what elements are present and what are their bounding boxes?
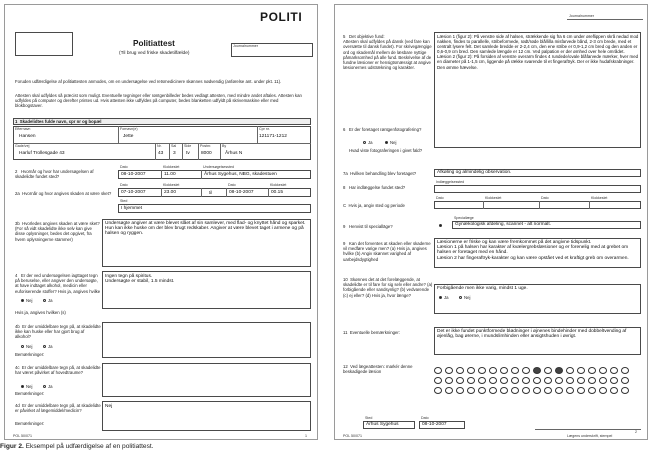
q2a-to-label: til <box>209 190 213 195</box>
injury-marking-cell[interactable] <box>555 387 563 394</box>
place-label: Sted <box>365 416 373 420</box>
q4c-ja-label: Ja <box>48 384 53 389</box>
injury-marking-cell[interactable] <box>566 377 574 384</box>
injury-marking-cell[interactable] <box>621 377 629 384</box>
grid-col-divider <box>182 143 183 160</box>
q3b-text: 3b Hvorledes angives skaden at være sket? (For så vidt skadelidte ikke selv kan give disse oplysninger, bedes det opgivet, fra hvem oplysningerne stammer) <box>15 221 101 242</box>
injury-marking-cell[interactable] <box>500 367 508 374</box>
grid-col-divider <box>226 188 227 197</box>
q6-ja-radio[interactable] <box>363 141 366 144</box>
q4-if-yes-label: Hvis ja, angives hvilken (s) <box>15 310 66 315</box>
q4d-answer: Nej <box>105 404 113 409</box>
q8-time2-label: Klokkeslet <box>591 196 608 200</box>
q4-nej-radio[interactable] <box>21 299 24 302</box>
injury-marking-cell[interactable] <box>467 377 475 384</box>
injury-marking-cell[interactable] <box>489 387 497 394</box>
page-number: 1 <box>305 434 307 438</box>
q10-answer: Forbigående men ikke varig, mindst 1 uge. <box>437 286 528 291</box>
postcode-value[interactable]: 8000 <box>201 151 212 156</box>
q6-nej-label: Nej <box>390 140 397 145</box>
q10-ja-label: Ja <box>444 295 449 300</box>
injury-marking-cell[interactable] <box>577 377 585 384</box>
q11-answer: Det er ikke fundet punktformede blødninger i øjnenes bindehinder med dobbeltvending af øjenlåg, bag ørerne, i mundslimhinden eller ansigtshuden i øvrigt. <box>437 329 628 340</box>
injury-marking-cell[interactable] <box>456 387 464 394</box>
q8-place-box[interactable] <box>434 185 641 193</box>
q6-nej-radio[interactable] <box>385 141 388 144</box>
q6-text: 6 Er der foretaget røntgenfotografering? <box>343 127 422 132</box>
grid-col-divider <box>589 201 590 209</box>
journal-number-label: Journalnummer <box>569 14 594 18</box>
injury-marking-cell[interactable] <box>522 377 530 384</box>
q8-period-box[interactable] <box>434 201 641 209</box>
injury-marking-cell[interactable] <box>434 377 442 384</box>
injury-marking-cell[interactable] <box>511 387 519 394</box>
grid-col-divider <box>118 126 119 143</box>
q4b-nej-radio[interactable] <box>21 345 24 348</box>
firstname-label: Fornavn(e) <box>120 127 138 131</box>
injury-marking-cell[interactable] <box>478 367 486 374</box>
injury-marking-cell[interactable] <box>445 367 453 374</box>
injury-marking-cell[interactable] <box>467 387 475 394</box>
injury-marking-cell[interactable] <box>544 387 552 394</box>
injury-marking-cell[interactable] <box>434 367 442 374</box>
postcode-label: Postnr. <box>200 144 212 148</box>
injury-marking-cell[interactable] <box>610 377 618 384</box>
injury-marking-cell[interactable] <box>588 367 596 374</box>
injury-marking-cell[interactable] <box>621 367 629 374</box>
injury-marking-cell[interactable] <box>456 367 464 374</box>
q6-ja-label: Ja <box>368 140 373 145</box>
grid-col-divider <box>198 143 199 160</box>
house-number-label: Nr. <box>157 144 162 148</box>
grid-col-divider <box>257 126 258 143</box>
q4b-ja-label: Ja <box>48 344 53 349</box>
q3b-answer: Undersøgte angiver at være blevet slået af sin samlever, med flad- og knyttet hånd og sparket. Hun kan ikke huske om der blev brugt redskaber. Angiver at være blevet taget i armene og på halsen og ryggen. <box>105 221 307 237</box>
city-value[interactable]: Århus N <box>225 151 243 156</box>
surname-value[interactable]: Hansen <box>19 134 36 139</box>
q4b-ja-radio[interactable] <box>43 345 46 348</box>
injury-marking-cell[interactable] <box>511 367 519 374</box>
cpr-label: Cpr nr. <box>259 127 270 131</box>
q2-text: 2 Hvornår og hvor har undersøgelsen af skadelidte fundet sted? <box>15 169 95 180</box>
injury-marking-cell[interactable] <box>555 377 563 384</box>
q2a-place-row <box>118 204 311 213</box>
injury-marking-cell[interactable] <box>522 387 530 394</box>
q2-time-label: Klokkeslet <box>163 165 180 169</box>
q9-answer: Gynækologisk afdeling, scannet - alt normalt. <box>455 222 551 227</box>
q4-text: 4 Er der ved undersøgelsen iagttaget tegn på beruselse, eller angiver den undersøgte, at have indtaget alkohol, medicin eller euforiserende stoffer? Hvis ja, angives hvilke <box>15 273 101 294</box>
journal-number-label: Journalnummer <box>233 44 258 48</box>
q4c-ja-radio[interactable] <box>43 385 46 388</box>
q8-text: 8 Har indlæggelse fundet sted? <box>343 185 406 190</box>
street-value[interactable]: Harluf Trollesgade 43 <box>19 151 65 156</box>
q2a-place-label: Sted <box>120 199 128 203</box>
q4b-remarks-label: Bemærkninger: <box>15 352 45 357</box>
injury-marking-cell[interactable] <box>566 387 574 394</box>
injury-marking-cell[interactable] <box>478 377 486 384</box>
surname-label: Efternavn <box>15 127 31 131</box>
injury-marking-cell[interactable] <box>478 387 486 394</box>
grid-col-divider <box>161 188 162 197</box>
grid-col-divider <box>161 170 162 179</box>
q8-date2-label: Dato <box>541 196 549 200</box>
form-subtitle: (Til brug ved friske skadetilfælde) <box>119 51 190 56</box>
q6b-text: Hvad viste fotograferingen i givet fald? <box>349 148 423 153</box>
grid-col-divider <box>201 170 202 179</box>
q4b-answer-box[interactable] <box>102 322 311 358</box>
q5-text: 5 Det objektive fund: Attesten skal udfyldes på dansk (ved fare kan oversætte til dansk fundet). For skrivegængige ord og skademål mellem de læsbare nyttige påmarksomhed på alle fund. Beskrivelse af de fundne læsioner er hensigtsmæssigt at angive læsionernes udstrækning og karakter. <box>343 34 432 71</box>
grid-col-divider <box>539 201 540 209</box>
figure-caption <box>0 443 154 451</box>
injury-marking-cell[interactable] <box>588 387 596 394</box>
injury-marking-cell[interactable] <box>511 377 519 384</box>
q4-ja-label: Ja <box>48 298 53 303</box>
side-value[interactable]: tv <box>186 151 190 156</box>
q9b-answer: Læsionerne er friske og kan være fremkommet på det angivne tidspunkt. Læsion 1 på halsen har karakter af kvælergrebslæsioner og er forenelig med at grebet om halsen er foretaget med en hånd. Læsion 2 har fingeraftryk-karakter og kan være opstået ved et kraftigt greb om overarmen. <box>437 240 629 261</box>
q7a-text: 7a Hvilken behandling blev foretaget? <box>343 171 417 176</box>
q4-nej-label: Nej <box>26 298 33 303</box>
floor-value[interactable]: 3 <box>173 151 176 156</box>
cpr-value[interactable]: 121171-1212 <box>259 134 287 139</box>
q4c-remarks-label: Bemærkninger: <box>15 391 45 396</box>
grid-col-divider <box>201 188 202 197</box>
q4c-nej-radio[interactable] <box>21 385 24 388</box>
grid-col-divider <box>169 143 170 160</box>
injury-marking-cell[interactable] <box>566 367 574 374</box>
q12-text: 12 Ved lægeattesten: markér denne beskadigede læsion <box>343 364 414 375</box>
injury-marking-cell[interactable] <box>522 367 530 374</box>
q2a-time2-value[interactable]: 00.15 <box>271 190 284 195</box>
injury-marking-cell[interactable] <box>544 377 552 384</box>
house-number-value[interactable]: 43 <box>158 151 164 156</box>
place-value: Århus Sygehus <box>366 422 399 427</box>
figure-label: Figur 2. <box>0 443 24 450</box>
signature-label: Lægens underskrift, stempel <box>567 434 613 438</box>
floor-label: Sal <box>171 144 177 148</box>
q8-place-label: Indlæggelsessted <box>436 180 465 184</box>
q2a-date-label: Dato <box>120 183 128 187</box>
q8-date-label: Dato <box>436 196 444 200</box>
side-label: Side <box>184 144 192 148</box>
journal-number-line <box>567 19 643 20</box>
q2a-time-value[interactable]: 23.00 <box>164 190 177 195</box>
q2-place-value[interactable]: Århus Sygehus, NBG, skadestuen <box>204 172 277 177</box>
q10-text: 10 Skønnes det at det forelæggende, at skadelidte er til fare for sig selv eller andre? (a) forbigående eller sandsynlig? (b) vedvarende (c) ej eller? (d) Hvis ja, hvor længe? <box>343 277 434 298</box>
injury-marking-cell[interactable] <box>599 377 607 384</box>
intro-paragraph-1: Foruden udfærdigelse af politiattesten anmodes, om en undersøgelse ved retsmedicinere skønnes nødvendig (anførelse ant. under pkt. 11). <box>15 79 282 84</box>
injury-marking-cell[interactable] <box>555 367 563 374</box>
intro-paragraph-2: Attesten skal udfyldes så præcist som muligt. Eventuelle tegninger eller røntgenbilleder bedes vedlagt attesten, med mindre andet aftales. Attesten kan udfyldes på computer og derefter printes ud. Hvis attesten ikke udfyldes på computer, bedes blanketten udfyldt på skrivemaskine eller med blokbogstaver. <box>15 93 304 109</box>
police-logo: POLITI <box>260 10 303 24</box>
q4c-text: 4c Er der umiddelbare tegn på, at skadelidte har været påvirket af hovedtraume? <box>15 365 102 376</box>
q2-date-label: Dato <box>120 165 128 169</box>
grid-col-divider <box>155 143 156 160</box>
injury-marking-cell[interactable] <box>500 387 508 394</box>
q2a-place-value[interactable]: I hjemmet <box>121 206 143 211</box>
q2a-time-label: Klokkeslet <box>163 183 180 187</box>
q5-answer: Læsion 1 (figur 2): På venstre side af halsen, strækkende sig fra 6 cm under øreflippen skrå nedad mod nakken, findes to parallelle, stribeformede, rødt/røde blå/lilla misfarvede bånd, 2-3 cm brede, med et centralt lysere felt. Det samlede bredde er 2-2,4 cm, den ene stribe er 0,9-1,2 cm bred og den anden er 0,6-0,9 cm bred. Den samlede længde er 12 cm. Ved palpation er der ømhed over hele området. Læsion 2 (figur 2): På forsiden af venstre overarm findes 4 rundede/ovale blåfarvede mærker, hver med en diameter på 1-1,5 cm, liggende på række svarende til et fingeraftryk. Der er ikke hudafskrabninger. Den ømme hævelse. <box>437 34 639 70</box>
injury-marking-cell[interactable] <box>533 367 541 374</box>
q4d-text: 4d Er der umiddelbare tegn på, at skadelidte er påvirket af lægemiddel/medicin? <box>15 403 102 414</box>
grid-col-divider <box>220 143 221 160</box>
firstname-value[interactable]: Jette <box>123 134 134 139</box>
q8c-text: C Hvis ja, angiv sted og periode <box>343 203 405 208</box>
date-label: Dato <box>421 416 429 420</box>
q9-ja-radio[interactable] <box>439 224 442 227</box>
injury-marking-cell[interactable] <box>489 367 497 374</box>
q9-text: 9 Henvist til specialläge? <box>343 224 393 229</box>
q7a-answer: Afkøling og almindelig observation. <box>437 170 512 175</box>
injury-marking-cell[interactable] <box>599 367 607 374</box>
grid-row-divider <box>13 143 311 144</box>
q4b-nej-label: Nej <box>26 344 33 349</box>
q2-date-value[interactable]: 08-10-2007 <box>121 172 146 177</box>
form-code: POL 50/071 <box>13 434 33 438</box>
q2-time-value[interactable]: 11.00 <box>164 172 176 177</box>
injury-marking-cell[interactable] <box>434 387 442 394</box>
q4d-remarks-label: Bemærkninger: <box>15 421 45 426</box>
form-page-2 <box>334 4 648 440</box>
q4b-text: 4b Er der umiddelbare tegn på, at skadelidte ikke kan huske eller har gjort brug af alkohol? <box>15 324 102 340</box>
q2a-time2-label: Klokkeslet <box>270 183 287 187</box>
grid-col-divider <box>268 188 269 197</box>
injury-marking-cell[interactable] <box>533 387 541 394</box>
injury-marking-cell[interactable] <box>489 377 497 384</box>
q4c-nej-label: Nej <box>26 384 33 389</box>
injury-marking-cell[interactable] <box>467 367 475 374</box>
form-code: POL 50/071 <box>343 434 363 438</box>
q2a-text: 2a Hvornår og hvor angives skaden at være sket? <box>15 191 112 196</box>
injury-marking-cell[interactable] <box>544 367 552 374</box>
form-title: Politiattest <box>133 39 175 48</box>
q4c-answer-box[interactable] <box>102 363 311 397</box>
injury-marking-cell[interactable] <box>577 387 585 394</box>
injury-marking-cell[interactable] <box>500 377 508 384</box>
injury-marking-cell[interactable] <box>588 377 596 384</box>
injury-marking-cell[interactable] <box>456 377 464 384</box>
injury-marking-cell[interactable] <box>610 367 618 374</box>
injury-marking-cell[interactable] <box>577 367 585 374</box>
injury-marking-cell[interactable] <box>445 387 453 394</box>
injury-marking-cell[interactable] <box>610 387 618 394</box>
street-label: Gade/vej <box>15 144 30 148</box>
q9b-text: 9 Kan det forventes at skaden eller skaderne vil medføre varige men? (a) Hvis ja, angives hvilke (b) Angiv skønnet varighed af uarbejdsdygtighed <box>343 241 432 262</box>
caption-text: Eksempel på udfærdigelse af en politiattest. <box>23 443 154 450</box>
q9-specialist-label: Speciallæge <box>454 216 474 220</box>
q2-place-label: Undersøgelsessted <box>203 165 234 169</box>
injury-marking-cell[interactable] <box>533 377 541 384</box>
q4-answer: Ingen tegn på spiritus. Undersøgte er stabil, 1.5 mindst. <box>105 274 175 285</box>
injury-marking-cell[interactable] <box>445 377 453 384</box>
page-number: 2 <box>635 430 637 434</box>
q11-text: 11 Eventuelle bemærkninger: <box>343 330 401 335</box>
q10-nej-label: Nej <box>464 295 471 300</box>
grid-col-divider <box>483 201 484 209</box>
q2a-date2-value[interactable]: 08-10-2007 <box>229 190 254 195</box>
section-1-title: 1 Skadelidtes fulde navn, cpr nr og bopæl <box>15 119 102 124</box>
date-value: 08-10-2007 <box>422 422 447 427</box>
injury-marking-cell[interactable] <box>621 387 629 394</box>
q4-ja-radio[interactable] <box>43 299 46 302</box>
city-label: By <box>222 144 227 148</box>
form-page-1 <box>4 4 318 440</box>
injury-marking-cell[interactable] <box>599 387 607 394</box>
q2a-date2-label: Dato <box>228 183 236 187</box>
signature-line[interactable] <box>535 429 641 430</box>
q2a-date-value[interactable]: 07-10-2007 <box>121 190 146 195</box>
q4d-answer-box[interactable] <box>102 401 311 431</box>
q8-time-label: Klokkeslet <box>485 196 502 200</box>
barcode-box <box>15 32 73 56</box>
